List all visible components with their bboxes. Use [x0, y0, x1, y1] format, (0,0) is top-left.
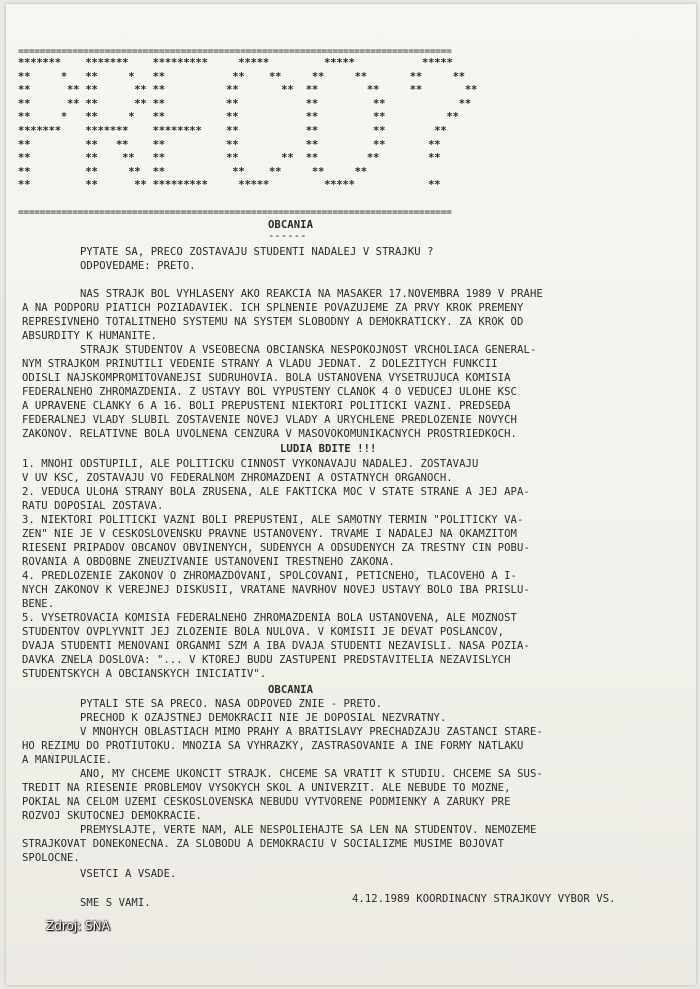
text-line: V MNOHYCH OBLASTIACH MIMO PRAHY A BRATISLAVY PRECHADZAJU ZASTANCI STARE-	[80, 726, 543, 738]
text-line: TREDIT NA RIESENIE PROBLEMOV VYSOKYCH SKOL A UNIVERZIT. ALE NEBUDE TO MOZNE,	[22, 782, 511, 794]
banner-row: ** ** ** ** ** ** ** ** ** ** **	[18, 84, 478, 97]
heading-obcania-2: OBCANIA	[268, 684, 313, 696]
text-line: ABSURDITY K HUMANITE.	[22, 330, 157, 342]
text-line: BENE.	[22, 598, 55, 610]
text-line: FEDERALNEJ VLADY SLUBIL ZOSTAVENIE NOVEJ VLADY A URYCHLENE PREDLOZENIE NOVYCH	[22, 414, 517, 426]
heading-ludia-bdite: LUDIA BDITE !!!	[280, 443, 377, 455]
text-line: VSETCI A VSADE.	[80, 868, 177, 880]
text-line: A MANIPULACIE.	[22, 754, 112, 766]
banner-row: ** ** ** ** ** ** ** **	[18, 165, 367, 178]
top-rule: ================================================================================	[18, 46, 452, 57]
text-line: ROVANIA A OBDOBNE ZNEUZIVANIE USTANOVENI TRESTNEHO ZAKONA.	[22, 556, 395, 568]
list-item: 2. VEDUCA ULOHA STRANY BOLA ZRUSENA, ALE FAKTICKA MOC V STATE STRANE A JEJ APA-	[22, 486, 530, 498]
heading-underline: ------	[268, 230, 307, 242]
bottom-rule: ================================================================================	[18, 207, 452, 218]
text-line: V UV KSC, ZOSTAVAJU VO FEDERALNOM ZHROMAZDENI A OSTATNYCH ORGANOCH.	[22, 472, 453, 484]
banner-row: ** * ** * ** ** ** ** **	[18, 111, 459, 124]
text-line: NAS STRAJK BOL VYHLASENY AKO REAKCIA NA MASAKER 17.NOVEMBRA 1989 V PRAHE	[80, 288, 543, 300]
banner-row: ******* ******* ******** ** ** ** **	[18, 124, 447, 137]
text-line: FEDERALNEHO ZHROMAZDENIA. Z USTAVY BOL VYPUSTENY CLANOK 4 O VEDUCEJ ULOHE KSC	[22, 386, 517, 398]
text-line: POKIAL NA CELOM UZEMI CESKOSLOVENSKA NEBUDU VYTVORENE PODMIENKY A ZARUKY PRE	[22, 796, 511, 808]
list-item: 4. PREDLOZENIE ZAKONOV O ZHROMAZDOVANI, SPOLCOVANI, PETICNEHO, TLACOVEHO A I-	[22, 570, 517, 582]
text-line: NYM STRAJKOM PRINUTILI VEDENIE STRANY A VLADU JEDNAT. Z DOLEZITYCH FUNKCII	[22, 358, 498, 370]
text-line: ODISLI NAJSKOMPROMITOVANEJSI SUDRUHOVIA. BOLA USTANOVENA VYSETRUJUCA KOMISIA	[22, 372, 511, 384]
list-item: 3. NIEKTORI POLITICKI VAZNI BOLI PREPUSTENI, ALE SAMOTNY TERMIN "POLITICKY VA-	[22, 514, 524, 526]
heading-obcania: OBCANIA	[268, 219, 313, 231]
text-line: A NA PODPORU PIATICH POZIADAVIEK. ICH SPLNENIE POVAZUJEME ZA PRVY KROK PREMENY	[22, 302, 524, 314]
banner-row: ** ** ** ** ** ** ** ** **	[18, 152, 441, 165]
text-line: ZAKONOV. RELATIVNE BOLA UVOLNENA CENZURA V MASOVOKOMUNIKACNYCH PROSTRIEDKOCH.	[22, 428, 517, 440]
text-line: STUDENTOV OVPLYVNIT JEJ ZLOZENIE BOLA NULOVA. V KOMISII JE DEVAT POSLANCOV,	[22, 626, 505, 638]
text-line: DAVKA ZNELA DOSLOVA: "... V KTOREJ BUDU ZASTUPENI PREDSTAVITELIA NEZAVISLYCH	[22, 654, 511, 666]
intro-answer: ODPOVEDAME: PRETO.	[80, 260, 196, 272]
text-line: A UPRAVENE CLANKY 6 A 16. BOLI PREPUSTENI NIEKTORI POLITICKI VAZNI. PREDSEDA	[22, 400, 511, 412]
text-line: REPRESIVNEHO TOTALITNEHO SYSTEMU NA SYSTEM SLOBODNY A DEMOKRATICKY. ZA KROK OD	[22, 316, 524, 328]
intro-question: PYTATE SA, PRECO ZOSTAVAJU STUDENTI NADALEJ V STRAJKU ?	[80, 246, 434, 258]
text-line: ZEN" NIE JE V CESKOSLOVENSKU PRAVNE USTANOVENY. TRVAME I NADALEJ NA OKAMZITOM	[22, 528, 517, 540]
text-line: RIESENI PRIPADOV OBCANOV OBVINENYCH, SUDENYCH A ODSUDENYCH ZA TRESTNY CIN POBU-	[22, 542, 530, 554]
text-line: PREMYSLAJTE, VERTE NAM, ALE NESPOLIEHAJTE SA LEN NA STUDENTOV. NEMOZEME	[80, 824, 537, 836]
signoff: SME S VAMI.	[80, 897, 151, 909]
banner-row: ** ** ** ** ** ** ** **	[18, 138, 441, 151]
text-line: PRECHOD K OZAJSTNEJ DEMOKRACII NIE JE DOPOSIAL NEZVRATNY.	[80, 712, 447, 724]
banner-preco	[18, 57, 694, 207]
text-line: STUDENTSKYCH A OBCIANSKYCH INICIATIV".	[22, 668, 267, 680]
text-line: SPOLOCNE.	[22, 852, 80, 864]
text-line: STRAJK STUDENTOV A VSEOBECNA OBCIANSKA NESPOKOJNOST VRCHOLIACA GENERAL-	[80, 344, 537, 356]
text-line: ROZVOJ SKUTOCNEJ DEMOKRACIE.	[22, 810, 202, 822]
banner-row: ** ** ** ********* ***** ***** **	[18, 179, 441, 192]
text-line: ANO, MY CHCEME UKONCIT STRAJK. CHCEME SA VRATIT K STUDIU. CHCEME SA SUS-	[80, 768, 543, 780]
source-stamp: Zdroj: SNA	[46, 919, 110, 933]
text-line: STRAJKOVAT DONEKONECNA. ZA SLOBODU A DEMOKRACIU V SOCIALIZME MUSIME BOJOVAT	[22, 838, 505, 850]
banner-row: ******* ******* ********* ***** ***** *****	[18, 57, 453, 69]
date-signature: 4.12.1989 KOORDINACNY STRAJKOVY VYBOR VS.	[352, 893, 616, 905]
list-item: 5. VYSETROVACIA KOMISIA FEDERALNEHO ZHROMAZDENIA BOLA USTANOVENA, ALE MOZNOST	[22, 612, 517, 624]
list-item: 1. MNOHI ODSTUPILI, ALE POLITICKU CINNOST VYKONAVAJU NADALEJ. ZOSTAVAJU	[22, 458, 479, 470]
banner-row: ** ** ** ** ** ** ** ** **	[18, 97, 471, 110]
text-line: NYCH ZAKONOV K VEREJNEJ DISKUSII, VRATANE NAVRHOV NOVEJ USTAVY BOLO IBA PRISLU-	[22, 584, 530, 596]
banner-row: ** * ** * ** ** ** ** ** ** **	[18, 70, 465, 83]
text-line: RATU DOPOSIAL ZOSTAVA.	[22, 500, 164, 512]
text-line: DVAJA STUDENTI MENOVANI ORGANMI SZM A IBA DVAJA STUDENTI NEZAVISLI. NASA POZIA-	[22, 640, 530, 652]
text-line: HO REZIMU DO PROTIUTOKU. MNOZIA SA VYHRAZKY, ZASTRASOVANIE A INE FORMY NATLAKU	[22, 740, 524, 752]
text-line: PYTALI STE SA PRECO. NASA ODPOVED ZNIE - PRETO.	[80, 698, 383, 710]
